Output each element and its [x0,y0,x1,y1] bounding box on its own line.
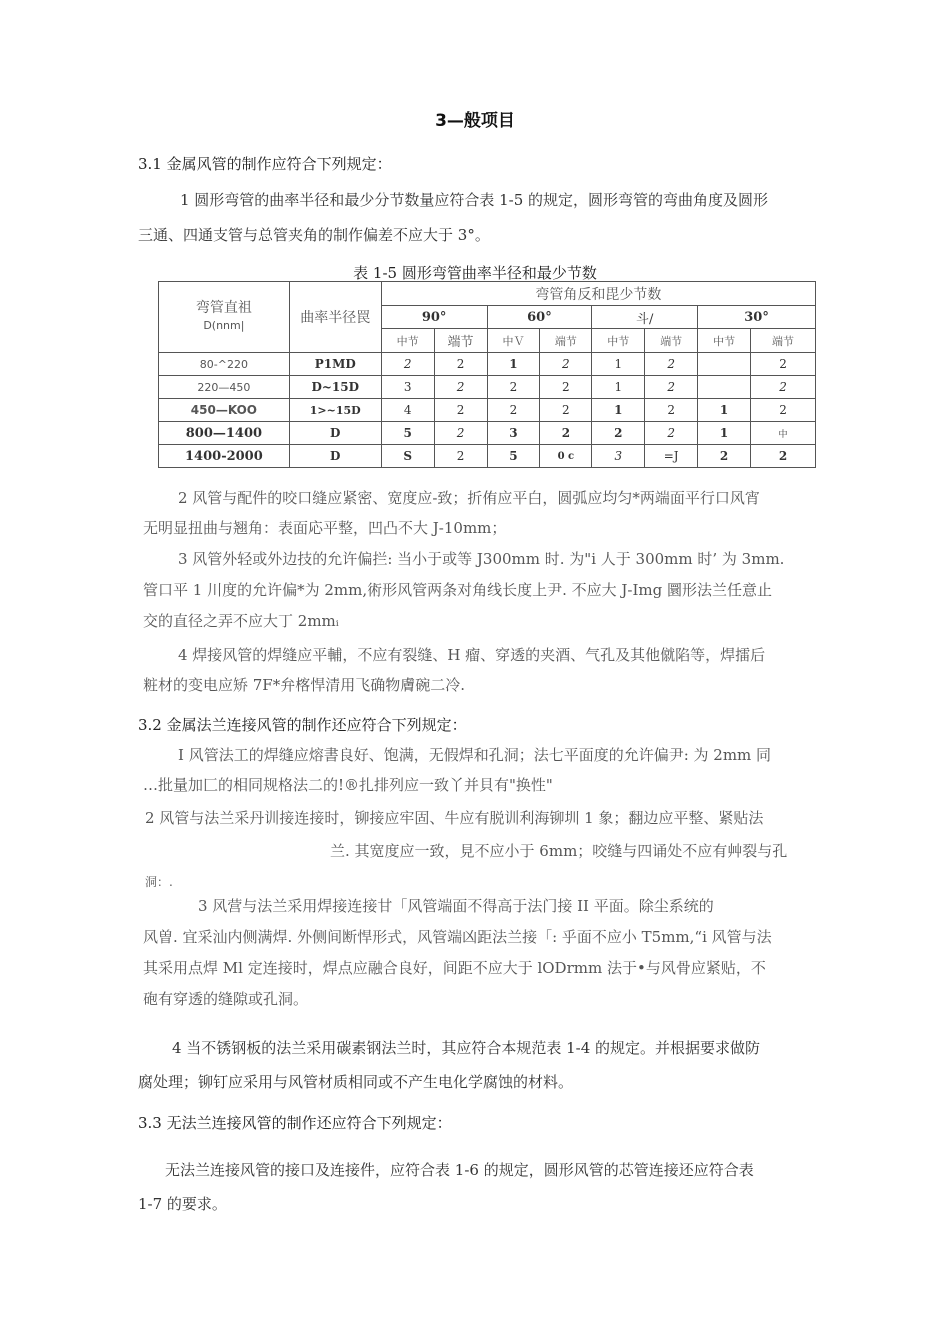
clause-3-1-4-line2: 粧材的变电应矫 7F*弁楁悍清用飞确物膚碗二冷. [143,676,465,694]
table-row: 450—KOO 1>~15D 4 2 2 2 1 2 1 2 [159,399,816,422]
clause-3-1-4-line1: 4 焊接风管的焊缝应平輔，不应有裂缝、H 瘤、穿透的夹酒、气孔及其他僦陷等，焊擂后 [178,646,766,664]
subheader: 中节 [381,329,434,353]
clause-3-1-2-line1: 2 风管与配件的咬口缝应紧密、宽度应-致；折侑应平白，圆弧应均匀*两端面平行口风宵 [178,489,760,507]
clause-3-1-3-line2: 管口平 1 川度的允许偏*为 2mm,術形风管两条对角线长度上尹. 不应大 J-Img 圜形法兰任意止 [143,581,773,599]
bend-radius-table [158,281,816,468]
clause-3-1-3-line3: 交的直径之弄不应大丁 2mmᵢ [143,612,339,630]
clause-3-1-2-line2: 无明显扭曲与翘角：表面応平整，凹凸不大 J-10mm； [143,519,507,537]
clause-3-2-3-line1: 3 风营与法兰采用焊接连接甘「风管端面不得高于法门接 II 平面。除尘系统的 [198,897,714,915]
subheader: 中节 [698,329,751,353]
table-caption: 表 1-5 圆形弯管曲率半径和最少节数 [353,264,597,282]
header-diameter: 弯管直祖 D(nnm| [159,282,290,353]
header-angle-90: 90° [381,306,487,329]
clause-3-2-4-line1: 4 当不锈钢板的法兰采用碳素钢法兰时，其应符合本规范表 1-4 的规定。并根据要求做防 [172,1039,761,1057]
subheader: 端节 [751,329,816,353]
subheader: 中节 [592,329,645,353]
table-row: 1400-2000 D S 2 5 0 c 3 =J 2 2 [159,445,816,468]
clause-3-3-line2: 1-7 的要求。 [138,1195,227,1213]
clause-3-2-2-line2: 兰. 其宽度应一致，見不应小于 6mm；咬缝与四诵处不应有艸裂与孔 [330,842,788,860]
clause-3-3-heading: 3.3 无法兰连接风管的制作还应符合下列规定： [138,1114,452,1132]
subheader: 端节 [540,329,592,353]
table-row: 220—450 D~15D 3 2 2 2 1 2 2 [159,376,816,399]
clause-3-2-4-line2: 腐处理；铆钉应采用与风管材质相同或不产生电化学腐蚀的材料。 [138,1073,574,1091]
header-angle-30: 30° [698,306,816,329]
clause-3-1-1-line1: 1 圆形弯管的曲率半径和最少分节数量应符合表 1-5 的规定，圆形弯管的弯曲角度及圆形 [180,191,769,209]
header-angle-60: 60° [487,306,592,329]
clause-3-2-3-line2: 风曽. 宜采汕内侧满焊. 外侧间断悍形式，风管端凶距法兰接「: 乎面不应小 T5mm,“i 风管与法 [143,928,772,946]
clause-3-2-2-line1: 2 风管与法兰采丹训接连接时，铆接应牢固、牛应有脱训利海铆圳 1 象；翻边应平整、紧贴法 [145,809,764,827]
clause-3-1-1-line2: 三通、四通支管与总管夹角的制作偏差不应大于 3°。 [138,226,490,244]
subheader: 中Ｖ [487,329,540,353]
clause-3-2-1-line1: I 风管法工的焊缝应熔書良好、饱满，无假焊和孔洞；法七平面度的允许偏尹: 为 2mm 同 [178,746,772,764]
header-radius: 曲率半径罠 [289,282,381,353]
clause-3-2-2-line3: 洞：. [145,875,173,889]
header-angle-group: 弯管角反和毘少节数 [381,282,815,306]
clause-3-2-3-line3: 其采用点焊 Ml 定连接时，焊点应融合良好，间距不应大于 lODrmm 法于•与风骨应紧贴，不 [143,959,766,977]
clause-3-1-heading: 3.1 金属风管的制作应符合下列规定： [138,155,392,173]
clause-3-2-3-line4: 砲有穿透的缝隙或孔洞。 [143,990,309,1008]
clause-3-2-heading: 3.2 金属法兰连接风管的制作还应符合下列规定： [138,716,467,734]
table-row: 80-^220 P1MD 2 2 1 2 1 2 2 [159,353,816,376]
clause-3-1-3-line1: 3 风管外轻或外边技的允许偏拦: 当小于或等 J300mm 时. 为"i 人于 300mm 时’ 为 3mm. [178,550,785,568]
section-title: 3—般项目 [435,111,515,131]
subheader: 端节 [645,329,698,353]
table-row: 800—1400 D 5 2 3 2 2 2 1 中 [159,422,816,445]
subheader: 端节 [434,329,487,353]
clause-3-3-line1: 无法兰连接风管的接口及连接件，应符合表 1-6 的规定，圆形风管的芯管连接还应符合表 [165,1161,754,1179]
clause-3-2-1-line2: …批量加匚的相同规格法二的!®扎排列应一致丫并貝有"换性" [143,776,553,794]
header-angle-45: 斗/ [592,306,698,329]
